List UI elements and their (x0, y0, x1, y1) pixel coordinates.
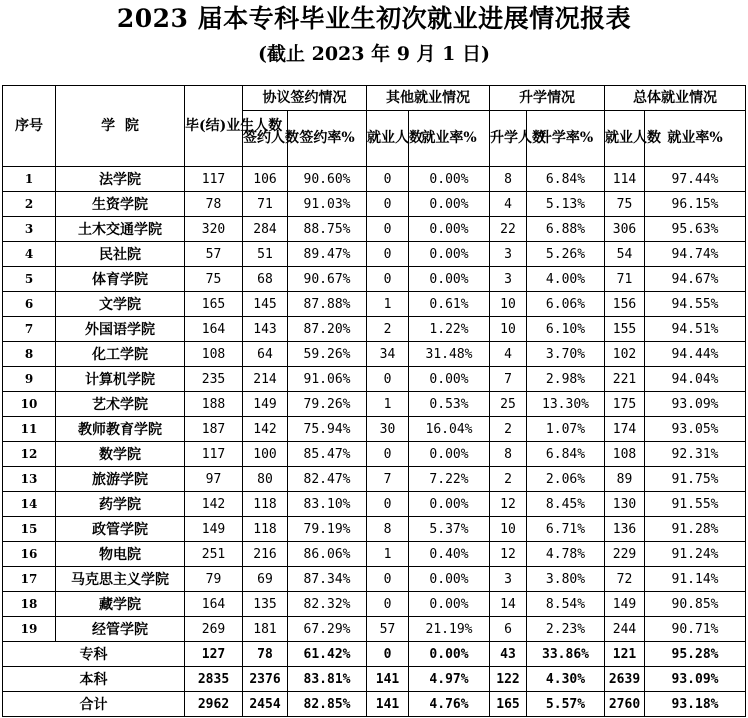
total-rate-cell: 94.51% (645, 317, 746, 342)
college-cell: 土木交通学院 (56, 217, 185, 242)
total-rate-cell: 97.44% (645, 167, 746, 192)
further-rate-cell: 8.54% (527, 592, 605, 617)
total-count-cell: 114 (605, 167, 645, 192)
further-rate-cell: 6.71% (527, 517, 605, 542)
other-count-cell: 8 (367, 517, 409, 542)
sign-rate-cell: 82.32% (288, 592, 367, 617)
sign-rate-cell: 87.34% (288, 567, 367, 592)
graduates-cell: 117 (185, 167, 243, 192)
employment-table (2, 85, 746, 717)
graduates-cell: 108 (185, 342, 243, 367)
sign-rate-cell: 83.81% (288, 667, 367, 692)
sign-rate-cell: 90.60% (288, 167, 367, 192)
sign-rate-cell: 91.03% (288, 192, 367, 217)
other-rate-cell: 0.00% (409, 492, 490, 517)
further-rate-cell: 6.06% (527, 292, 605, 317)
table-row (3, 592, 746, 617)
header-seq: 序号 (3, 86, 56, 167)
sign-count-cell: 143 (243, 317, 288, 342)
total-count-cell: 244 (605, 617, 645, 642)
graduates-cell: 78 (185, 192, 243, 217)
other-rate-cell: 0.00% (409, 642, 490, 667)
graduates-cell: 149 (185, 517, 243, 542)
further-count-cell: 12 (490, 492, 527, 517)
total-count-cell: 75 (605, 192, 645, 217)
further-count-cell: 22 (490, 217, 527, 242)
sign-rate-cell: 88.75% (288, 217, 367, 242)
sign-rate-cell: 79.26% (288, 392, 367, 417)
other-rate-cell: 0.00% (409, 217, 490, 242)
other-count-cell: 0 (367, 192, 409, 217)
header-group-other: 其他就业情况 (367, 86, 490, 111)
sign-rate-cell: 85.47% (288, 442, 367, 467)
table-row (3, 467, 746, 492)
further-rate-cell: 4.78% (527, 542, 605, 567)
sign-rate-cell: 91.06% (288, 367, 367, 392)
further-rate-cell: 33.86% (527, 642, 605, 667)
sign-rate-cell: 79.19% (288, 517, 367, 542)
further-rate-cell: 8.45% (527, 492, 605, 517)
sign-count-cell: 69 (243, 567, 288, 592)
college-cell: 艺术学院 (56, 392, 185, 417)
total-count-cell: 229 (605, 542, 645, 567)
further-rate-cell: 1.07% (527, 417, 605, 442)
graduates-cell: 164 (185, 592, 243, 617)
other-rate-cell: 0.00% (409, 242, 490, 267)
graduates-cell: 75 (185, 267, 243, 292)
sign-count-cell: 284 (243, 217, 288, 242)
total-rate-cell: 91.28% (645, 517, 746, 542)
total-count-cell: 2639 (605, 667, 645, 692)
college-cell: 外国语学院 (56, 317, 185, 342)
report-title: 2023 届本专科毕业生初次就业进展情况报表 (116, 4, 632, 33)
sign-count-cell: 64 (243, 342, 288, 367)
graduates-cell: 142 (185, 492, 243, 517)
further-rate-cell: 3.80% (527, 567, 605, 592)
further-rate-cell: 6.88% (527, 217, 605, 242)
further-count-cell: 3 (490, 567, 527, 592)
summary-row (3, 642, 746, 667)
total-rate-cell: 91.75% (645, 467, 746, 492)
sign-rate-cell: 82.85% (288, 692, 367, 717)
total-rate-cell: 94.44% (645, 342, 746, 367)
sign-rate-cell: 90.67% (288, 267, 367, 292)
college-cell: 药学院 (56, 492, 185, 517)
header-group-total: 总体就业情况 (605, 86, 746, 111)
total-rate-cell: 91.24% (645, 542, 746, 567)
header-group-agreement: 协议签约情况 (243, 86, 367, 111)
college-cell: 旅游学院 (56, 467, 185, 492)
college-cell: 生资学院 (56, 192, 185, 217)
total-rate-cell: 95.28% (645, 642, 746, 667)
other-count-cell: 0 (367, 442, 409, 467)
table-row (3, 217, 746, 242)
sign-count-cell: 135 (243, 592, 288, 617)
further-rate-cell: 4.00% (527, 267, 605, 292)
other-rate-cell: 0.40% (409, 542, 490, 567)
graduates-cell: 57 (185, 242, 243, 267)
college-cell: 计算机学院 (56, 367, 185, 392)
total-count-cell: 136 (605, 517, 645, 542)
seq-cell: 6 (3, 292, 56, 317)
total-count-cell: 72 (605, 567, 645, 592)
table-row (3, 542, 746, 567)
other-count-cell: 30 (367, 417, 409, 442)
seq-cell: 3 (3, 217, 56, 242)
summary-label-cell: 合计 (3, 692, 185, 717)
sign-count-cell: 71 (243, 192, 288, 217)
table-row (3, 392, 746, 417)
graduates-cell: 235 (185, 367, 243, 392)
total-count-cell: 156 (605, 292, 645, 317)
sign-count-cell: 2376 (243, 667, 288, 692)
summary-row (3, 667, 746, 692)
other-count-cell: 0 (367, 267, 409, 292)
further-count-cell: 12 (490, 542, 527, 567)
other-rate-cell: 1.22% (409, 317, 490, 342)
table-row (3, 617, 746, 642)
sign-count-cell: 2454 (243, 692, 288, 717)
other-count-cell: 0 (367, 492, 409, 517)
other-count-cell: 0 (367, 642, 409, 667)
further-count-cell: 25 (490, 392, 527, 417)
other-count-cell: 0 (367, 367, 409, 392)
sign-rate-cell: 87.88% (288, 292, 367, 317)
total-rate-cell: 91.55% (645, 492, 746, 517)
college-cell: 化工学院 (56, 342, 185, 367)
total-count-cell: 54 (605, 242, 645, 267)
header-college: 学 院 (56, 86, 185, 167)
graduates-cell: 251 (185, 542, 243, 567)
sign-count-cell: 216 (243, 542, 288, 567)
college-cell: 文学院 (56, 292, 185, 317)
sign-rate-cell: 61.42% (288, 642, 367, 667)
total-rate-cell: 92.31% (645, 442, 746, 467)
header-sign-count: 签约人数 (243, 111, 288, 167)
further-rate-cell: 6.84% (527, 167, 605, 192)
other-rate-cell: 7.22% (409, 467, 490, 492)
college-cell: 政管学院 (56, 517, 185, 542)
college-cell: 体育学院 (56, 267, 185, 292)
graduates-cell: 165 (185, 292, 243, 317)
total-count-cell: 174 (605, 417, 645, 442)
table-row (3, 517, 746, 542)
total-rate-cell: 94.74% (645, 242, 746, 267)
other-count-cell: 0 (367, 242, 409, 267)
seq-cell: 5 (3, 267, 56, 292)
total-rate-cell: 93.18% (645, 692, 746, 717)
further-rate-cell: 5.26% (527, 242, 605, 267)
graduates-cell: 320 (185, 217, 243, 242)
college-cell: 马克思主义学院 (56, 567, 185, 592)
graduates-cell: 188 (185, 392, 243, 417)
sign-rate-cell: 67.29% (288, 617, 367, 642)
summary-label-cell: 专科 (3, 642, 185, 667)
table-row (3, 242, 746, 267)
total-count-cell: 155 (605, 317, 645, 342)
sign-count-cell: 106 (243, 167, 288, 192)
other-count-cell: 1 (367, 542, 409, 567)
graduates-cell: 117 (185, 442, 243, 467)
further-count-cell: 3 (490, 267, 527, 292)
header-further-count: 升学人数 (490, 111, 527, 167)
header-other-rate: 就业率% (409, 111, 490, 167)
further-count-cell: 43 (490, 642, 527, 667)
summary-row (3, 692, 746, 717)
table-row (3, 417, 746, 442)
further-count-cell: 3 (490, 242, 527, 267)
further-count-cell: 7 (490, 367, 527, 392)
sign-count-cell: 181 (243, 617, 288, 642)
college-cell: 教师教育学院 (56, 417, 185, 442)
total-rate-cell: 91.14% (645, 567, 746, 592)
other-count-cell: 141 (367, 667, 409, 692)
seq-cell: 18 (3, 592, 56, 617)
header-total-count: 就业人数 (605, 111, 645, 167)
total-count-cell: 102 (605, 342, 645, 367)
seq-cell: 8 (3, 342, 56, 367)
sign-rate-cell: 75.94% (288, 417, 367, 442)
other-rate-cell: 0.61% (409, 292, 490, 317)
other-count-cell: 0 (367, 592, 409, 617)
other-count-cell: 0 (367, 167, 409, 192)
further-rate-cell: 2.23% (527, 617, 605, 642)
header-other-count: 就业人数 (367, 111, 409, 167)
other-count-cell: 7 (367, 467, 409, 492)
total-count-cell: 149 (605, 592, 645, 617)
sign-count-cell: 80 (243, 467, 288, 492)
further-rate-cell: 2.98% (527, 367, 605, 392)
further-count-cell: 4 (490, 192, 527, 217)
total-rate-cell: 93.09% (645, 392, 746, 417)
graduates-cell: 97 (185, 467, 243, 492)
graduates-cell: 187 (185, 417, 243, 442)
sign-count-cell: 142 (243, 417, 288, 442)
table-row (3, 492, 746, 517)
total-rate-cell: 90.85% (645, 592, 746, 617)
further-rate-cell: 5.13% (527, 192, 605, 217)
header-graduates-label: 毕(结)业生人数 (185, 117, 283, 134)
total-count-cell: 2760 (605, 692, 645, 717)
further-count-cell: 4 (490, 342, 527, 367)
sign-count-cell: 118 (243, 517, 288, 542)
other-rate-cell: 21.19% (409, 617, 490, 642)
total-count-cell: 108 (605, 442, 645, 467)
table-row (3, 167, 746, 192)
further-count-cell: 165 (490, 692, 527, 717)
sign-count-cell: 118 (243, 492, 288, 517)
further-rate-cell: 2.06% (527, 467, 605, 492)
further-count-cell: 6 (490, 617, 527, 642)
other-rate-cell: 31.48% (409, 342, 490, 367)
other-rate-cell: 16.04% (409, 417, 490, 442)
sign-count-cell: 149 (243, 392, 288, 417)
further-count-cell: 2 (490, 467, 527, 492)
table-row (3, 567, 746, 592)
college-cell: 藏学院 (56, 592, 185, 617)
total-count-cell: 175 (605, 392, 645, 417)
other-rate-cell: 4.97% (409, 667, 490, 692)
other-count-cell: 34 (367, 342, 409, 367)
sign-rate-cell: 86.06% (288, 542, 367, 567)
further-count-cell: 2 (490, 417, 527, 442)
seq-cell: 15 (3, 517, 56, 542)
table-row (3, 192, 746, 217)
other-rate-cell: 0.00% (409, 592, 490, 617)
header-group-further: 升学情况 (490, 86, 605, 111)
seq-cell: 12 (3, 442, 56, 467)
header-sign-rate: 签约率% (288, 111, 367, 167)
sign-rate-cell: 87.20% (288, 317, 367, 342)
total-count-cell: 89 (605, 467, 645, 492)
other-rate-cell: 0.00% (409, 567, 490, 592)
further-count-cell: 8 (490, 167, 527, 192)
seq-cell: 14 (3, 492, 56, 517)
college-cell: 物电院 (56, 542, 185, 567)
further-rate-cell: 4.30% (527, 667, 605, 692)
further-count-cell: 10 (490, 317, 527, 342)
further-rate-cell: 6.84% (527, 442, 605, 467)
college-cell: 民社院 (56, 242, 185, 267)
sign-rate-cell: 82.47% (288, 467, 367, 492)
other-count-cell: 141 (367, 692, 409, 717)
total-rate-cell: 95.63% (645, 217, 746, 242)
graduates-cell: 269 (185, 617, 243, 642)
other-count-cell: 2 (367, 317, 409, 342)
other-count-cell: 0 (367, 217, 409, 242)
header-further-rate: 升学率% (527, 111, 605, 167)
seq-cell: 4 (3, 242, 56, 267)
total-rate-cell: 96.15% (645, 192, 746, 217)
graduates-cell: 2835 (185, 667, 243, 692)
table-row (3, 342, 746, 367)
header-total-rate: 就业率% (645, 111, 746, 167)
college-cell: 法学院 (56, 167, 185, 192)
seq-cell: 13 (3, 467, 56, 492)
total-rate-cell: 93.09% (645, 667, 746, 692)
seq-cell: 9 (3, 367, 56, 392)
report-subtitle: (截止 2023 年 9 月 1 日) (258, 43, 490, 65)
further-count-cell: 10 (490, 517, 527, 542)
total-rate-cell: 94.55% (645, 292, 746, 317)
seq-cell: 2 (3, 192, 56, 217)
other-rate-cell: 0.00% (409, 367, 490, 392)
header-row-groups (3, 86, 746, 111)
other-rate-cell: 0.00% (409, 442, 490, 467)
sign-count-cell: 51 (243, 242, 288, 267)
other-count-cell: 1 (367, 392, 409, 417)
graduates-cell: 79 (185, 567, 243, 592)
further-rate-cell: 3.70% (527, 342, 605, 367)
further-rate-cell: 6.10% (527, 317, 605, 342)
other-count-cell: 1 (367, 292, 409, 317)
total-count-cell: 306 (605, 217, 645, 242)
table-row (3, 292, 746, 317)
seq-cell: 16 (3, 542, 56, 567)
table-row (3, 442, 746, 467)
total-rate-cell: 94.04% (645, 367, 746, 392)
total-count-cell: 121 (605, 642, 645, 667)
seq-cell: 11 (3, 417, 56, 442)
graduates-cell: 2962 (185, 692, 243, 717)
table-row (3, 317, 746, 342)
other-rate-cell: 0.00% (409, 267, 490, 292)
sign-count-cell: 214 (243, 367, 288, 392)
graduates-cell: 164 (185, 317, 243, 342)
summary-label-cell: 本科 (3, 667, 185, 692)
table-row (3, 267, 746, 292)
college-cell: 数学院 (56, 442, 185, 467)
total-rate-cell: 94.67% (645, 267, 746, 292)
further-count-cell: 122 (490, 667, 527, 692)
total-rate-cell: 93.05% (645, 417, 746, 442)
further-count-cell: 14 (490, 592, 527, 617)
other-count-cell: 57 (367, 617, 409, 642)
graduates-cell: 127 (185, 642, 243, 667)
further-count-cell: 8 (490, 442, 527, 467)
further-rate-cell: 13.30% (527, 392, 605, 417)
other-rate-cell: 5.37% (409, 517, 490, 542)
table-row (3, 367, 746, 392)
seq-cell: 10 (3, 392, 56, 417)
sign-count-cell: 145 (243, 292, 288, 317)
sign-count-cell: 68 (243, 267, 288, 292)
sign-rate-cell: 83.10% (288, 492, 367, 517)
seq-cell: 1 (3, 167, 56, 192)
other-rate-cell: 4.76% (409, 692, 490, 717)
other-count-cell: 0 (367, 567, 409, 592)
seq-cell: 19 (3, 617, 56, 642)
sign-count-cell: 78 (243, 642, 288, 667)
other-rate-cell: 0.53% (409, 392, 490, 417)
further-count-cell: 10 (490, 292, 527, 317)
other-rate-cell: 0.00% (409, 167, 490, 192)
other-rate-cell: 0.00% (409, 192, 490, 217)
total-rate-cell: 90.71% (645, 617, 746, 642)
seq-cell: 7 (3, 317, 56, 342)
total-count-cell: 130 (605, 492, 645, 517)
total-count-cell: 221 (605, 367, 645, 392)
sign-rate-cell: 59.26% (288, 342, 367, 367)
further-rate-cell: 5.57% (527, 692, 605, 717)
seq-cell: 17 (3, 567, 56, 592)
total-count-cell: 71 (605, 267, 645, 292)
sign-count-cell: 100 (243, 442, 288, 467)
college-cell: 经管学院 (56, 617, 185, 642)
sign-rate-cell: 89.47% (288, 242, 367, 267)
